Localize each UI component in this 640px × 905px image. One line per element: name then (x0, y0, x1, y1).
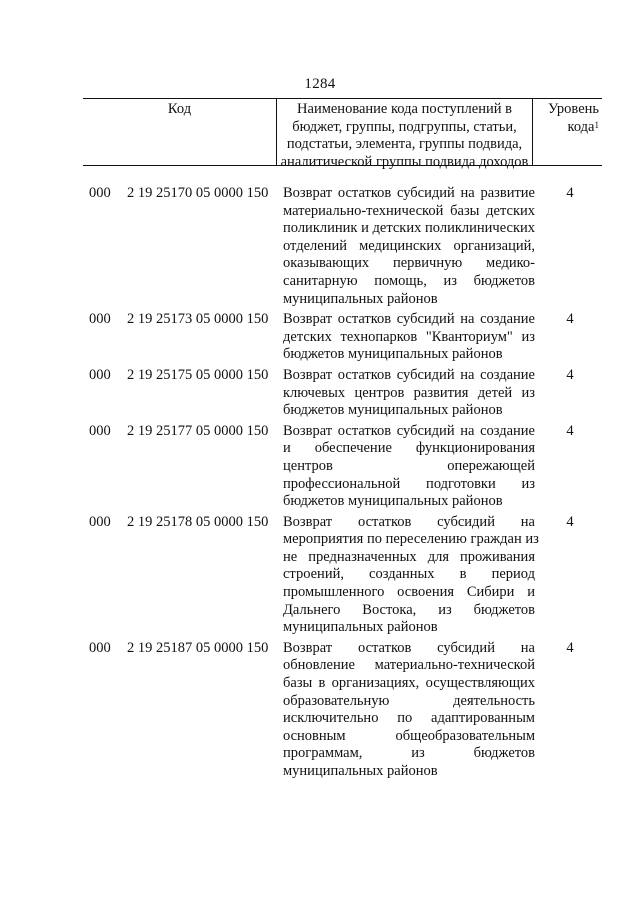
row-name-line: ключевых центров развития детей из (283, 384, 535, 401)
table-row (0, 311, 640, 364)
row-name-line: бюджетов муниципальных районов (283, 402, 503, 419)
row-name-line: Возврат остатков субсидий на (283, 639, 535, 656)
table-body (0, 185, 640, 784)
row-name-line: материально-технической базы детских (283, 202, 535, 219)
row-level: 4 (566, 639, 574, 656)
row-level: 4 (566, 513, 574, 530)
row-name (283, 367, 535, 420)
row-revenue-code: 2 19 25175 05 0000 150 (127, 366, 269, 383)
row-name-line: поликлиник и детских поликлинических (283, 220, 535, 237)
row-name-line: отделений медицинских организаций, (283, 237, 535, 254)
row-name-line: основным общеобразовательным (283, 727, 535, 744)
row-name-line: муниципальных районов (283, 290, 438, 307)
row-level: 4 (566, 311, 574, 328)
header-level-line (533, 119, 599, 137)
row-name-line: Дальнего Востока, из бюджетов (283, 601, 535, 618)
table-row (0, 423, 640, 511)
row-name-line: Возврат остатков субсидий на (283, 513, 535, 530)
row-level: 4 (566, 185, 574, 201)
row-admin-code: 000 (89, 422, 111, 439)
row-name-line: Возврат остатков субсидий на развитие (283, 185, 535, 201)
row-name-line: бюджетов муниципальных районов (283, 346, 503, 363)
row-name-line: обновление материально-технической (283, 657, 535, 674)
row-name-line: бюджетов муниципальных районов (283, 493, 503, 510)
header-name-line: аналитической группы подвида доходов (280, 153, 529, 170)
row-name (283, 311, 535, 364)
row-name-line: и обеспечение функционирования (283, 440, 535, 457)
header-level-line: Уровень (547, 101, 599, 117)
row-revenue-code: 2 19 25178 05 0000 150 (127, 513, 269, 530)
row-name-line: программам, из бюджетов (283, 745, 535, 762)
table-row (0, 367, 640, 420)
row-name-line: оказывающих первичную медико- (283, 255, 535, 272)
header-level-word: кода (567, 118, 595, 135)
footnote-marker: 1 (594, 119, 599, 130)
header-name-line: подстатьи, элемента, группы подвида, (286, 136, 523, 152)
header-name (276, 99, 533, 170)
row-name-line: промышленного освоения Сибири и (283, 584, 535, 601)
row-revenue-code: 2 19 25187 05 0000 150 (127, 639, 269, 656)
row-name-line: санитарную помощь, из бюджетов (283, 272, 535, 289)
header-level (533, 99, 602, 165)
row-admin-code: 000 (89, 513, 111, 530)
row-level: 4 (566, 366, 574, 383)
row-name-line: детских технопарков "Кванториум" из (283, 328, 535, 345)
table-header (83, 98, 602, 170)
row-name-line: не предназначенных для проживания (283, 548, 535, 565)
row-name-line: Возврат остатков субсидий на создание (283, 366, 535, 383)
row-name-line: строений, созданных в период (283, 566, 535, 583)
row-name-line: образовательную деятельность (283, 692, 535, 709)
table-row (0, 185, 640, 308)
row-revenue-code: 2 19 25173 05 0000 150 (127, 311, 269, 328)
header-code: Код (167, 101, 192, 117)
page-number: 1284 (304, 76, 336, 92)
row-revenue-code: 2 19 25177 05 0000 150 (127, 422, 269, 439)
table-row (0, 640, 640, 781)
row-name-line: центров опережающей (283, 457, 535, 474)
row-name (283, 513, 539, 637)
header-name-line: Наименование кода поступлений в (297, 101, 512, 117)
row-name-line: муниципальных районов (283, 763, 438, 779)
row-level: 4 (566, 422, 574, 439)
row-name (283, 423, 535, 511)
row-name-line: Возврат остатков субсидий на создание (283, 311, 535, 328)
row-name-line: профессиональной подготовки из (283, 475, 535, 492)
row-admin-code: 000 (89, 639, 111, 656)
row-name-line: муниципальных районов (283, 619, 438, 636)
row-admin-code: 000 (89, 311, 111, 328)
header-name-line: бюджет, группы, подгруппы, статьи, (292, 118, 517, 135)
row-name-line: базы в организациях, осуществляющих (283, 675, 535, 692)
row-name-line: исключительно по адаптированным (283, 710, 535, 727)
row-admin-code: 000 (89, 366, 111, 383)
row-name-line: Возврат остатков субсидий на создание (283, 422, 535, 439)
row-name (283, 185, 535, 308)
row-name-line: мероприятия по переселению граждан из (283, 531, 539, 548)
table-row (0, 514, 640, 637)
row-admin-code: 000 (89, 185, 111, 201)
row-revenue-code: 2 19 25170 05 0000 150 (127, 185, 269, 201)
row-name (283, 640, 535, 781)
